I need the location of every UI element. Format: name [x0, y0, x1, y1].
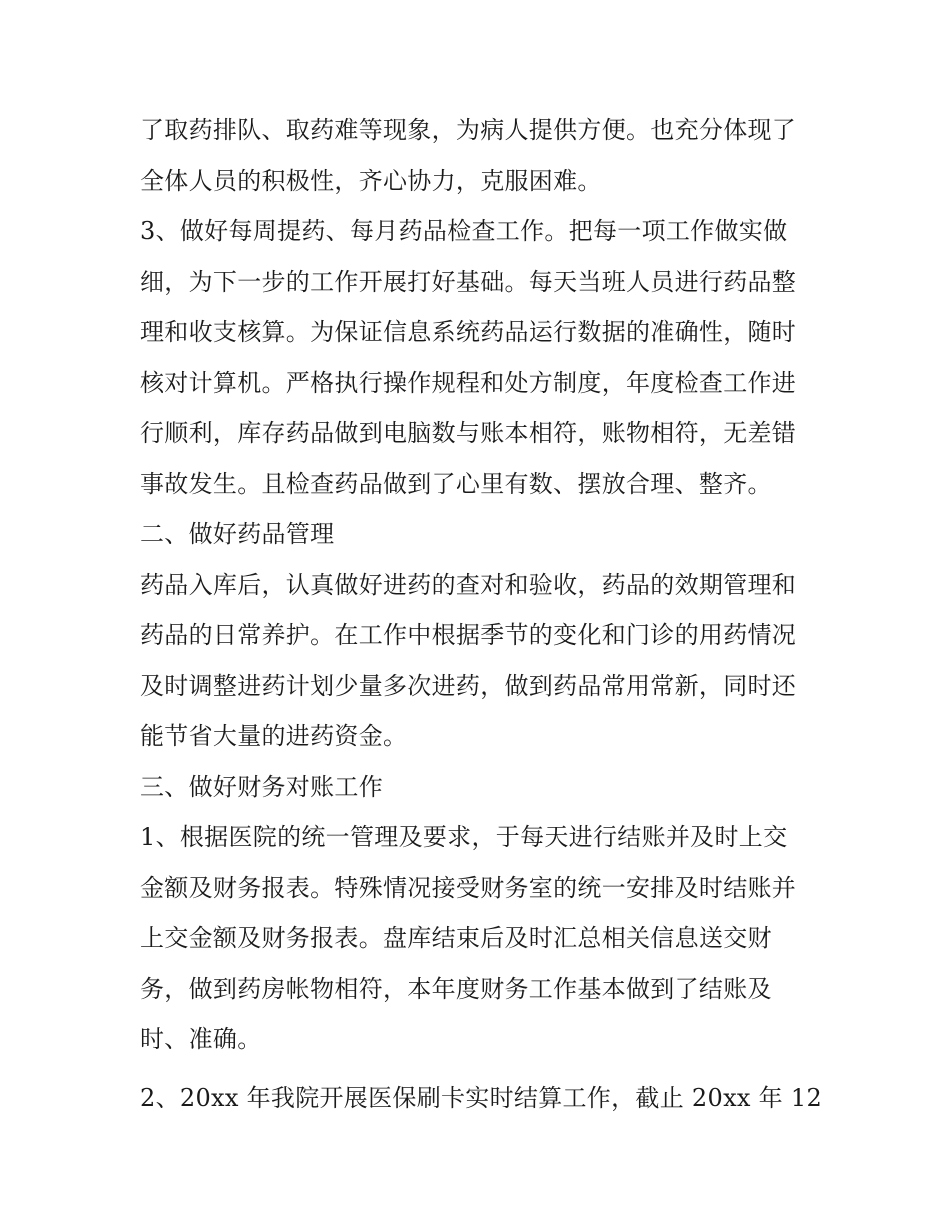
text-line: 细，为下一步的工作开展打好基础。每天当班人员进行药品整 [140, 267, 797, 296]
text-line: 理和收支核算。为保证信息系统药品运行数据的准确性，随时 [140, 318, 797, 346]
section-heading: 三、做好财务对账工作 [140, 772, 383, 801]
text-line: 3、做好每周提药、每月药品检查工作。把每一项工作做实做 [140, 217, 788, 245]
section-heading: 二、做好药品管理 [140, 520, 335, 548]
text-line: 事故发生。且检查药品做到了心里有数、摆放合理、整齐。 [140, 469, 772, 498]
text-line: 务，做到药房帐物相符，本年度财务工作基本做到了结账及 [140, 974, 772, 1003]
paragraph-gap [140, 1065, 820, 1073]
text-line: 上交金额及财务报表。盘库结束后及时汇总相关信息送交财 [140, 924, 772, 952]
text-line: 2、20xx 年我院开展医保刷卡实时结算工作，截止 20xx 年 12 [140, 1083, 823, 1112]
text-line: 行顺利，库存药品做到电脑数与账本相符，账物相符，无差错 [140, 419, 797, 447]
text-line: 药品入库后，认真做好进药的查对和验收，药品的效期管理和 [140, 570, 797, 599]
text-line: 及时调整进药计划少量多次进药，做到药品常用常新，同时还 [140, 671, 797, 700]
text-line: 核对计算机。严格执行操作规程和处方制度，年度检查工作进 [140, 368, 797, 397]
text-line: 能节省大量的进药资金。 [140, 722, 408, 750]
document-body [140, 105, 823, 1123]
text-line: 时、准确。 [140, 1025, 262, 1053]
text-line: 金额及财务报表。特殊情况接受财务室的统一安排及时结账并 [140, 873, 797, 902]
text-line: 了取药排队、取药难等现象，为病人提供方便。也充分体现了 [140, 116, 797, 144]
text-line: 药品的日常养护。在工作中根据季节的变化和门诊的用药情况 [140, 621, 797, 649]
text-line: 全体人员的积极性，齐心协力，克服困难。 [140, 166, 602, 195]
text-line: 1、根据医院的统一管理及要求，于每天进行结账并及时上交 [140, 823, 788, 851]
